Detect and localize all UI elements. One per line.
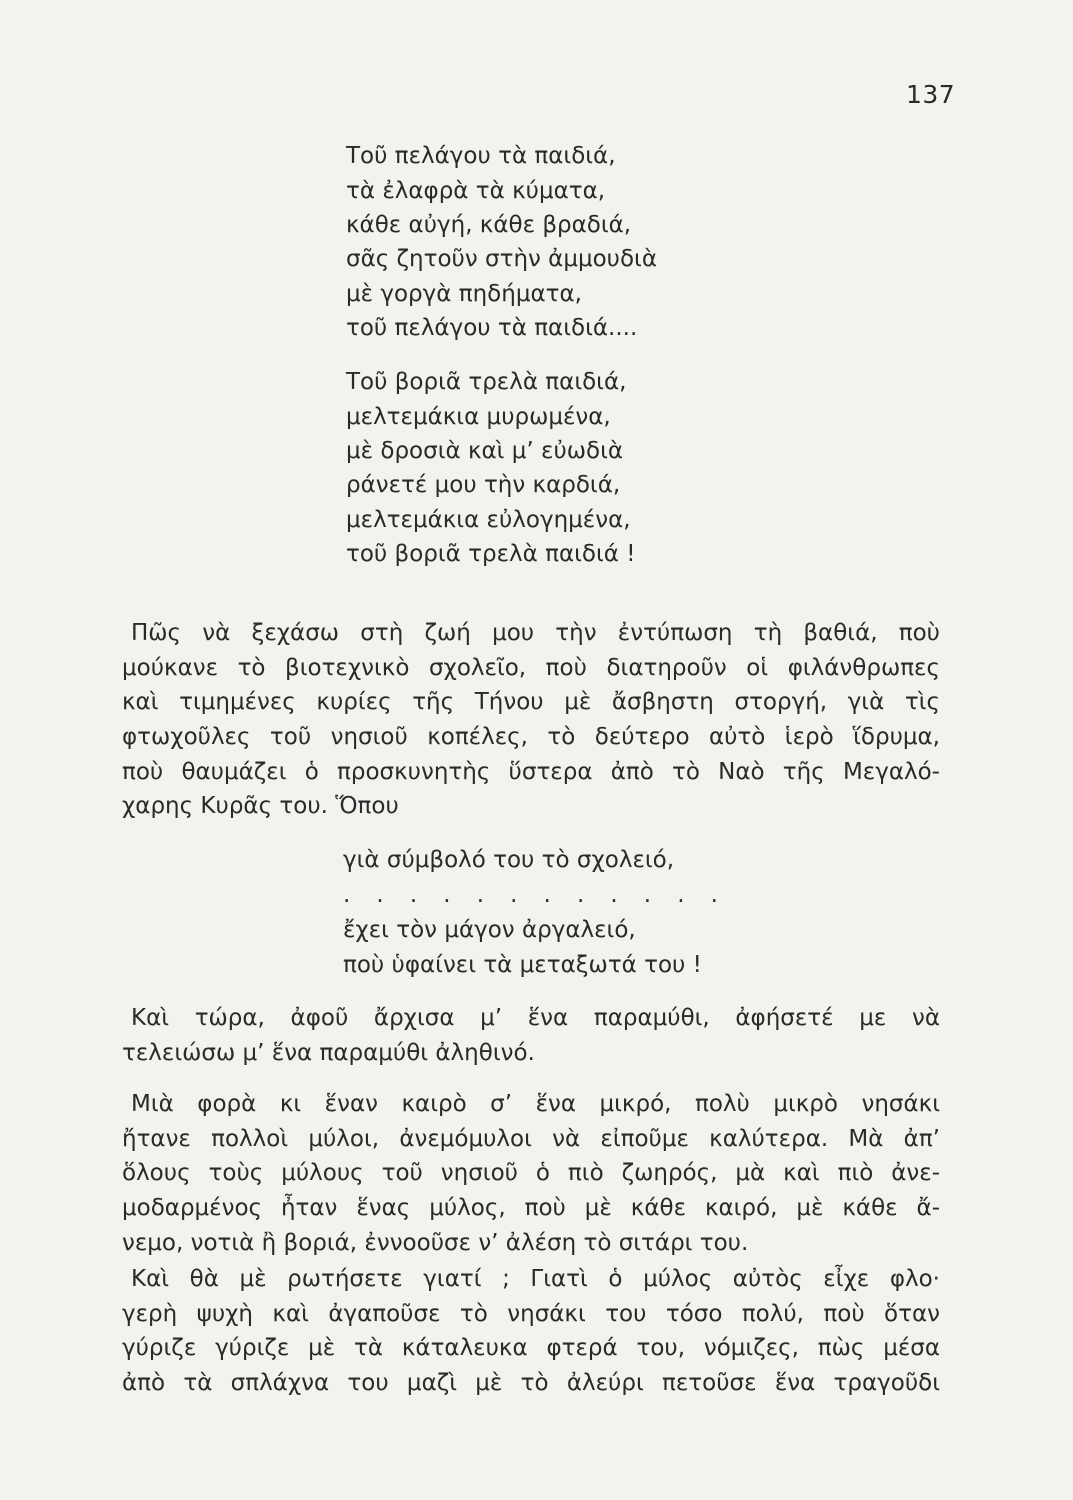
verse-line: Τοῦ βοριᾶ τρελὰ παιδιά, — [346, 369, 627, 395]
verse-line: . . . . . . . . . . . . — [343, 882, 728, 908]
verse-line: γιὰ σύμβολό του τὸ σχολειό, — [343, 847, 675, 873]
prose-line: μούκανε τὸ βιοτεχνικὸ σχολεῖο, ποὺ διατηροῦν οἱ φιλάνθρωπες — [122, 654, 940, 681]
paragraph-windmills — [122, 1087, 940, 1260]
verse-line: ποὺ ὑφαίνει τὰ μεταξωτά του ! — [343, 952, 702, 978]
prose-line: Καὶ τώρα, ἀφοῦ ἄρχισα μ’ ἕνα παραμύθι, ἀφήσετέ με νὰ — [131, 1005, 940, 1031]
prose-line: ἤτανε πολλοὶ μύλοι, ἀνεμόμυλοι νὰ εἰποῦμε καλύτερα. Μὰ ἀπ’ — [122, 1125, 940, 1152]
prose-line: μοδαρμένος ἦταν ἕνας μύλος, ποὺ μὲ κάθε καιρό, μὲ κάθε ἄ- — [122, 1195, 940, 1222]
prose-line: νεμο, νοτιὰ ἢ βοριά, ἐννοοῦσε ν’ ἀλέση τὸ σιτάρι του. — [122, 1229, 749, 1256]
prose-line: καὶ τιμημένες κυρίες τῆς Τήνου μὲ ἄσβηστη στοργή, γιὰ τὶς — [122, 689, 940, 716]
verse-line: τοῦ πελάγου τὰ παιδιά.... — [346, 315, 638, 341]
prose-line: Πῶς νὰ ξεχάσω στὴ ζωή μου τὴν ἐντύπωση τὴ βαθιά, ποὺ — [131, 620, 940, 646]
verse-line: κάθε αὐγή, κάθε βραδιά, — [346, 212, 632, 238]
verse-line: τοῦ βοριᾶ τρελὰ παιδιά ! — [346, 541, 636, 567]
verse-line: ράνετέ μου τὴν καρδιά, — [346, 472, 621, 498]
prose-line: ποὺ θαυμάζει ὁ προσκυνητὴς ὕστερα ἀπὸ τὸ Ναὸ τῆς Μεγαλό- — [122, 758, 940, 785]
prose-line: τελειώσω μ’ ἕνα παραμύθι ἀληθινό. — [122, 1039, 535, 1066]
prose-line: ἀπὸ τὰ σπλάχνα του μαζὶ μὲ τὸ ἀλεύρι πετοῦσε ἕνα τραγοῦδι — [122, 1370, 940, 1397]
verse-line: μελτεμάκια εὐλογημένα, — [346, 507, 631, 533]
prose-line: ὅλους τοὺς μύλους τοῦ νησιοῦ ὁ πιὸ ζωηρός, μὰ καὶ πιὸ ἀνε- — [122, 1160, 940, 1187]
prose-line: φτωχοῦλες τοῦ νησιοῦ κοπέλες, τὸ δεύτερο αὐτὸ ἱερὸ ἵδρυμα, — [122, 724, 940, 751]
prose-line: χαρης Κυρᾶς του. Ὅπου — [122, 793, 399, 820]
verse-line: τὰ ἐλαφρὰ τὰ κύματα, — [346, 178, 606, 204]
prose-line: γύριζε γύριζε μὲ τὰ κάταλευκα φτερά του, νόμιζες, πὼς μέσα — [122, 1335, 940, 1362]
prose-line: Καὶ θὰ μὲ ρωτήσετε γιατί ; Γιατὶ ὁ μύλος αὐτὸς εἶχε φλο· — [131, 1266, 940, 1292]
verse-line: ἔχει τὸν μάγον ἀργαλειό, — [343, 917, 636, 943]
verse-line: μὲ γοργὰ πηδήματα, — [346, 281, 582, 307]
prose-line: Μιὰ φορὰ κι ἕναν καιρὸ σ’ ἕνα μικρό, πολὺ μικρὸ νησάκι — [131, 1091, 940, 1117]
paragraph-why — [122, 1262, 940, 1401]
verse-line: μὲ δροσιὰ καὶ μ’ εὐωδιὰ — [346, 438, 624, 464]
verse-line: σᾶς ζητοῦν στὴν ἀμμουδιὰ — [346, 246, 658, 272]
verse-line: Τοῦ πελάγου τὰ παιδιά, — [346, 143, 616, 169]
page-number: 137 — [906, 80, 956, 109]
verse-line: μελτεμάκια μυρωμένα, — [346, 404, 611, 430]
paragraph-school — [122, 616, 940, 824]
prose-line: γερὴ ψυχὴ καὶ ἀγαποῦσε τὸ νησάκι του τόσο πολύ, ποὺ ὅταν — [122, 1300, 940, 1327]
paragraph-fairy-tale-intro — [122, 1001, 940, 1070]
